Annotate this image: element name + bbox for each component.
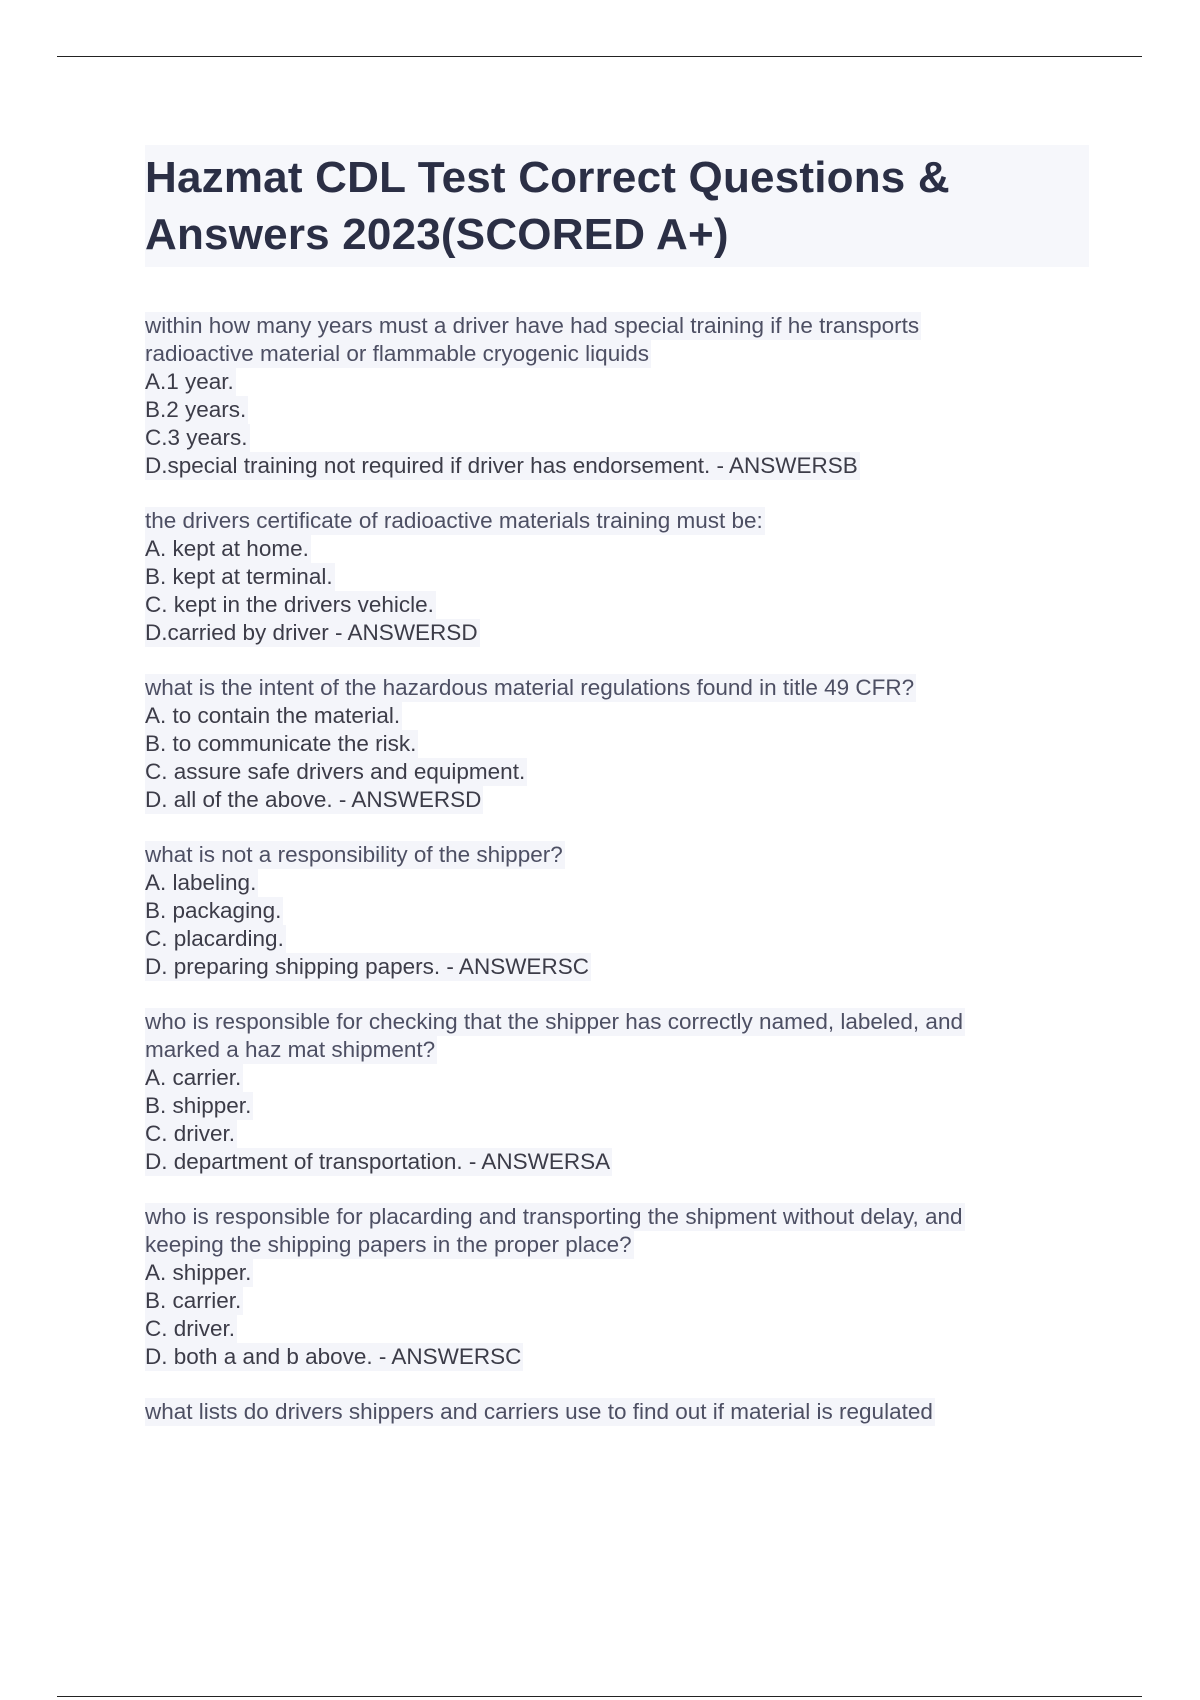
document-title-line-2: Answers 2023(SCORED A+) [145, 210, 729, 259]
question-block [145, 674, 1085, 814]
question-text: keeping the shipping papers in the proper place? [145, 1232, 632, 1257]
footer-rule [57, 1696, 1142, 1697]
question-block [145, 507, 1085, 647]
answer-option: B.2 years. [145, 397, 247, 422]
answer-option: B. kept at terminal. [145, 564, 333, 589]
question-text: marked a haz mat shipment? [145, 1037, 436, 1062]
question-block [145, 1398, 1085, 1426]
question-block [145, 312, 1085, 480]
document-title [145, 149, 1089, 263]
question-block [145, 1008, 1085, 1176]
answer-option: C. kept in the drivers vehicle. [145, 592, 434, 617]
document-title-line-1: Hazmat CDL Test Correct Questions & [145, 153, 950, 202]
header-rule [57, 56, 1142, 57]
answer-option: D. all of the above. - ANSWERSD [145, 787, 482, 812]
answer-option: A. shipper. [145, 1260, 252, 1285]
answer-option: D. preparing shipping papers. - ANSWERSC [145, 954, 589, 979]
question-text: the drivers certificate of radioactive materials training must be: [145, 508, 763, 533]
answer-option: A. to contain the material. [145, 703, 401, 728]
answer-option: B. shipper. [145, 1093, 252, 1118]
question-text: who is responsible for placarding and transporting the shipment without delay, and [145, 1204, 963, 1229]
question-block [145, 1203, 1085, 1371]
title-block [145, 145, 1089, 267]
question-list [145, 312, 1085, 1453]
answer-option: D. department of transportation. - ANSWERSA [145, 1149, 611, 1174]
question-text: radioactive material or flammable cryogenic liquids [145, 341, 649, 366]
question-text: what is not a responsibility of the shipper? [145, 842, 563, 867]
answer-option: A. carrier. [145, 1065, 242, 1090]
answer-option: A. labeling. [145, 870, 257, 895]
question-text: within how many years must a driver have had special training if he transports [145, 313, 920, 338]
answer-option: C.3 years. [145, 425, 248, 450]
question-block [145, 841, 1085, 981]
answer-option: C. driver. [145, 1316, 236, 1341]
question-text: what lists do drivers shippers and carriers use to find out if material is regulated [145, 1399, 933, 1424]
answer-option: A.1 year. [145, 369, 234, 394]
answer-option: D.carried by driver - ANSWERSD [145, 620, 478, 645]
answer-option: B. packaging. [145, 898, 282, 923]
answer-option: A. kept at home. [145, 536, 309, 561]
answer-option: B. to communicate the risk. [145, 731, 417, 756]
question-text: who is responsible for checking that the shipper has correctly named, labeled, and [145, 1009, 963, 1034]
answer-option: C. driver. [145, 1121, 236, 1146]
answer-option: B. carrier. [145, 1288, 242, 1313]
answer-option: D.special training not required if driver has endorsement. - ANSWERSB [145, 453, 858, 478]
answer-option: C. assure safe drivers and equipment. [145, 759, 526, 784]
answer-option: D. both a and b above. - ANSWERSC [145, 1344, 522, 1369]
question-text: what is the intent of the hazardous material regulations found in title 49 CFR? [145, 675, 915, 700]
answer-option: C. placarding. [145, 926, 284, 951]
